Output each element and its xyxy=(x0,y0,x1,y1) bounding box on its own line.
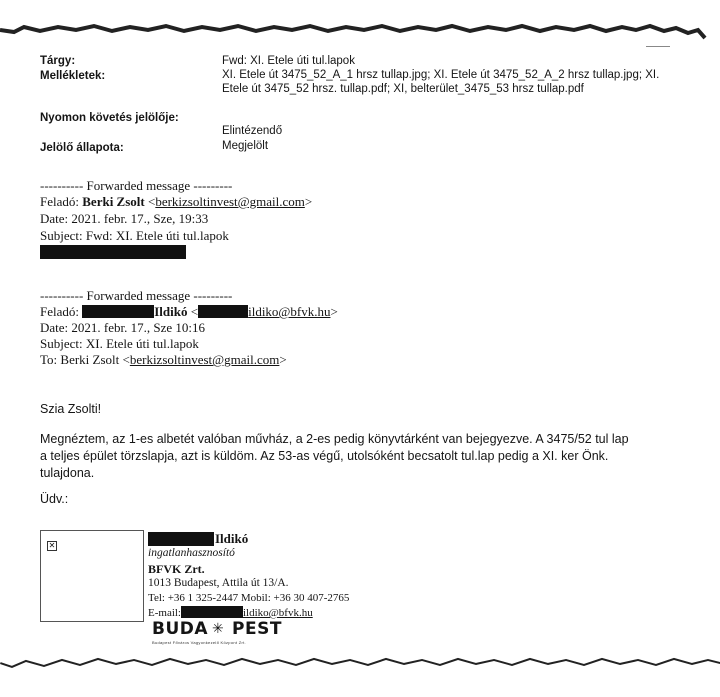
forward2-divider: ---------- Forwarded message --------- xyxy=(40,288,233,303)
signature-role: ingatlanhasznosító xyxy=(148,547,235,559)
logo-tagline: Budapest Főváros Vagyonkezelő Központ Zrt. xyxy=(152,640,246,645)
forward2-from xyxy=(40,304,338,320)
redaction-bar xyxy=(198,305,248,318)
signature-email-label: E-mail: xyxy=(148,607,181,619)
signature-company: BFVK Zrt. xyxy=(148,562,205,576)
forward2-date: Date: 2021. febr. 17., Sze 10:16 xyxy=(40,320,205,335)
redaction-bar xyxy=(181,606,243,618)
flag-value: Megjelölt xyxy=(222,140,269,152)
body-line-2: a teljes épület törzslapja, azt is küldöm. Az 53-as végű, utolsóként becsatolt tul.lap pedig a XI. ker Önk. xyxy=(40,449,609,463)
forward1-from-email-link[interactable]: berkizsoltinvest@gmail.com xyxy=(155,194,305,209)
forward2-subject: Subject: XI. Etele úti tul.lapok xyxy=(40,336,199,351)
forward1-from xyxy=(40,194,312,210)
signature-email-link[interactable]: ildiko@bfvk.hu xyxy=(243,607,313,619)
redaction-bar xyxy=(40,245,186,259)
forward2-from-email-link[interactable]: ildiko@bfvk.hu xyxy=(248,304,331,319)
forward1-email-close: > xyxy=(304,194,313,209)
followup-value: Elintézendő xyxy=(222,125,283,137)
forward1-from-name: Berki Zsolt xyxy=(82,194,145,209)
forward2-to-prefix: To: Berki Zsolt < xyxy=(40,352,130,367)
signature-image-placeholder xyxy=(40,530,144,622)
budapest-logo xyxy=(152,619,292,649)
forward2-from-name: Ildikó xyxy=(154,304,188,319)
subject-label: Tárgy: xyxy=(40,55,76,67)
attachments-label: Mellékletek: xyxy=(40,70,106,82)
forward1-email-open: < xyxy=(147,194,156,209)
forward1-date: Date: 2021. febr. 17., Sze, 19:33 xyxy=(40,211,209,226)
forward2-to-email-link[interactable]: berkizsoltinvest@gmail.com xyxy=(129,352,280,367)
followup-label: Nyomon követés jelölője: xyxy=(40,112,179,124)
signature-address: 1013 Budapest, Attila út 13/A. xyxy=(148,577,289,589)
closing: Üdv.: xyxy=(40,492,69,506)
greeting: Szia Zsolti! xyxy=(40,402,102,416)
broken-image-icon: ✕ xyxy=(48,541,56,550)
forward2-email-open: < xyxy=(190,304,199,319)
decorative-line xyxy=(646,46,670,47)
body-line-1: Megnéztem, az 1-es albetét valóban művház, a 2-es pedig könyvtárként van bejegyezve. A 3475/52 tul lap xyxy=(40,432,629,446)
subject-value: Fwd: XI. Etele úti tul.lapok xyxy=(222,55,355,67)
logo-star-icon: ✳ xyxy=(212,620,224,636)
logo-pest: PEST xyxy=(232,619,282,639)
signature-email xyxy=(148,606,313,619)
logo-buda: BUDA xyxy=(152,619,209,639)
redaction-bar xyxy=(148,532,214,546)
attachments-line-2: Etele út 3475_52 hrsz. tullap.pdf; XI, belterület_3475_53 hrsz tullap.pdf xyxy=(222,83,584,95)
forward2-from-label: Feladó: xyxy=(40,304,79,319)
forward2-to xyxy=(40,352,287,368)
forward1-divider: ---------- Forwarded message --------- xyxy=(40,178,233,193)
signature-name: Ildikó xyxy=(215,531,249,546)
forward2-to-close: > xyxy=(279,352,287,367)
forward1-subject: Subject: Fwd: XI. Etele úti tul.lapok xyxy=(40,228,229,243)
forward1-from-label: Feladó: xyxy=(40,194,79,209)
flag-label: Jelölő állapota: xyxy=(40,142,124,154)
forward2-email-close: > xyxy=(330,304,338,319)
body-line-3: tulajdona. xyxy=(40,466,95,480)
signature-phone: Tel: +36 1 325-2447 Mobil: +36 30 407-2765 xyxy=(148,592,350,604)
redaction-bar xyxy=(82,305,154,318)
attachments-line-1: XI. Etele út 3475_52_A_1 hrsz tullap.jpg; XI. Etele út 3475_52_A_2 hrsz tullap.jpg; XI. xyxy=(222,69,660,81)
